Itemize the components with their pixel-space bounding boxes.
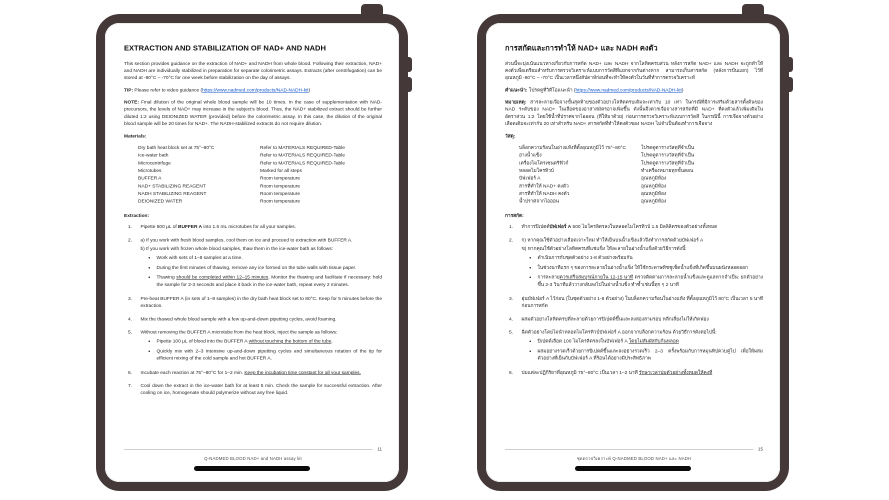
step-text: Mix the thawed whole blood sample with a few up-and-down pipetting cycles, avoid foaming. [140,316,337,322]
material-note: Room temperature [260,198,300,205]
tablet-screen[interactable] [486,23,780,482]
step-bullets [155,338,383,362]
step-number: 7. [128,383,133,389]
step-text: Cool down the extract in the ice-water bath for at least 5 min. Check the sample for successful extraction. After cooling on ice, homogenate should polymerize without any free liquid. [140,383,382,396]
material-row [519,152,763,160]
material-note: Room temperature [260,175,300,182]
material-name: Dry bath heat block set at 75°–80°C [138,145,215,151]
step-number: 6. [128,369,133,376]
material-row [138,175,382,183]
page-number: 11 [377,446,382,452]
volume-up-button [407,57,412,72]
tip-label: คำแนะนำ: [505,87,528,93]
footer-text: Q-NADMED BLOOD NAD+ and NADH assay kit [204,455,302,461]
extraction-steps [509,224,763,378]
volume-down-button [407,77,412,92]
step-row [128,329,382,365]
step-text: Pipette 500 µL of BUFFER A into 1.5 mL microtubes for all your samples. [140,224,297,230]
extraction-steps [128,224,382,399]
step-number: 2. [128,237,133,243]
material-name: BUFFER A [138,175,162,182]
material-note: Room temperature [260,191,300,197]
note-text: Final dilution of the original whole blood sample will be 10 times. In the case of supplementation with NAD-precursors, the levels of NAD+ may increase in the subject's blood. Thus, the NAD+ stabilized extract should be further diluted 1:2 using DEIONIZED WATER (provided) before the colorimetric assay. In this case, the dilution of the original blood sample will be 20 times for NAD+. The NADH-stabilized extracts do not require dilution. [124,99,382,127]
step-text: Pre-heat BUFFER A (in sets of 1–8 samples) in the dry bath heat block set to 80°C. Keep for 5 minutes before the extraction. [140,295,382,309]
material-name: NADH STABILIZING REAGENT [138,191,207,197]
footer-text: ชุดตรวจวิเคราะห์ Q-NADMED BLOOD NAD+ และ NADH [576,455,692,461]
material-note: โปรดดูตารางวัสดุที่จำเป็น [641,152,695,159]
page-footer [124,446,382,462]
footer-line [124,449,372,450]
step-number: 6. [509,369,514,376]
step-row [128,383,382,399]
step-row [128,316,382,325]
material-name: บัฟเฟอร์ A [519,175,541,182]
step-body [141,383,383,399]
volume-up-button [788,57,793,72]
tip-text: Please refer to video guidance ( [133,87,203,93]
step-row [509,295,763,311]
step-text: ฉีดตัวอย่างโดยไม่นำหลอดไมโครทิวบ์บัฟเฟอร์ A ออกจากบล็อกความร้อน ด้วยวิธีการดังต่อไปนี้: [521,329,717,336]
material-row [519,175,763,183]
step-number: 1. [509,224,514,230]
materials-list [519,144,763,205]
material-row [138,198,382,206]
step-row [509,237,763,291]
footer-line [505,449,753,450]
step-body [141,224,383,233]
bullet-item: • ดำเนินการกับชุดตัวอย่าง 1-8 ตัวอย่างพร้อมกัน [536,255,764,262]
material-note: ทำเครื่องหมายทุกขั้นตอน [641,168,694,174]
material-name: Microtubes [138,168,162,174]
material-name: เครื่องไมโครเซนตริฟิวก์ [519,160,569,166]
bullet-item: • Work with sets of 1–8 samples at a time. [155,255,383,262]
bullet-item: • Pipette 100 µL of blood into the BUFFER A without touching the bottom of the tube. [155,338,383,345]
material-note: Refer to MATERIALS REQUIRED-Table [260,160,345,166]
intro-paragraph: ส่วนนี้จะมุ่งเน้นแนวทางเกี่ยวกับการสกัด NAD+ และ NADH จากโลหิตครบส่วน หลังการสกัด NAD+ และ NADH จะถูกทำให้คงตัวเพื่อเตรียมสำหรับการตรวจวิเคราะห์แบบการวัดสีที่แยกจากกันต่างหาก สามารถเก็บสารสกัด (หลังการปั่นแยก) ไว้ที่อุณหภูมิ -80°C – -70°C เป็นเวลาหนึ่งสัปดาห์ก่อนที่จะทำให้คงตัวในวันที่ทำการตรวจวิเคราะห์ [505,60,763,81]
material-name: DEIONIZED WATER [138,198,183,205]
note-label: NOTE: [124,99,139,106]
material-row [519,198,763,206]
note-label: หมายเหตุ: [505,99,527,106]
material-note: อุณหภูมิห้อง [641,175,667,182]
page-number: 15 [757,446,763,452]
material-name: NAD+ STABILIZING REAGENT [138,183,206,189]
step-text: Without removing the BUFFER A microtube from the heat block, inject the sample as follows: [140,329,338,336]
step-number: 3. [509,295,514,302]
material-row [138,167,382,175]
materials-heading: Materials: [124,133,147,139]
tablet-device-left [96,14,408,491]
step-body [522,316,764,325]
material-row [519,190,763,198]
step-row [509,329,763,365]
tablet-device-right [477,14,789,491]
tip-line [124,87,382,94]
page-title: EXTRACTION AND STABILIZATION OF NAD+ AND NADH [124,44,326,53]
material-note: Refer to MATERIALS REQUIRED-Table [260,145,345,151]
tablet-screen[interactable] [105,23,399,482]
material-note: Marked for all steps [260,168,302,174]
step-text: Incubate each reaction at 75°–80°C for 1–2 min. Keep the incubation time constant for all your samples. [140,369,361,376]
step-row [128,224,382,233]
camera-icon [361,4,383,18]
note-paragraph [124,99,382,128]
step-row [128,369,382,378]
step-number: 1. [128,224,133,230]
material-name: อ่างน้ำแข็ง [519,152,542,159]
camera-icon [742,4,764,18]
step-row [509,369,763,378]
step-text: บ่มแต่ละปฏิกิริยาที่อุณหภูมิ 75°–80°C เป็นเวลา 1–2 นาที รักษาเวลาบ่มตัวอย่างทั้งหมดให้คงที่ [521,369,713,376]
intro-paragraph: This section provides guidance on the extraction of NAD+ and NADH from whole blood. Following their extraction, NAD+ and NADH are individually stabilized in preparation for separate colorimetric assays. Extracts (after centrifugation) can be stored at -80°C – -70°C for one week before stabilization on the day of assays. [124,60,382,81]
step-row [509,316,763,325]
document-page-english [105,23,399,482]
material-row [138,190,382,198]
note-paragraph [505,99,763,128]
material-row [519,182,763,190]
document-page-thai [486,23,780,482]
step-bullets [536,338,764,362]
video-guidance-link[interactable]: https://www.nadmed.com/products/NAD-NADH-kit [202,87,309,93]
tip-line [505,87,763,94]
material-row [138,152,382,160]
step-text: อุ่นบัฟเฟอร์ A ไว้ก่อน (ในชุดตัวอย่าง 1-8 ตัวอย่าง) ในบล็อกความร้อนในอ่างแห้ง ที่ตั้งอุณหภูมิไว้ 80°C เป็นเวลา 5 นาทีก่อนการสกัด [521,295,763,309]
material-name: น้ำปราศจากไอออน [519,198,560,205]
step-body [522,295,764,311]
step-number: 4. [509,316,514,322]
step-body [141,369,383,378]
step-body [141,316,383,325]
step-bullets [536,255,764,289]
home-indicator[interactable] [575,466,691,471]
materials-list [138,144,382,205]
page-footer [505,446,763,462]
step-text: b) If you work with frozen whole blood samples, thaw them in the ice-water bath as follows: [140,245,333,252]
step-text: ข) หากคุณใช้ตัวอย่างโลหิตครบที่แช่แข็ง ให้ละลายในอ่างน้ำแข็งด้วยวิธีการดังนี้: [521,245,687,252]
material-note: อุณหภูมิห้อง [641,183,667,189]
material-name: Microcentrifuge [138,160,171,166]
tip-text-close: ) [681,87,684,93]
step-body [522,237,764,291]
step-body [522,369,764,378]
bullet-item: • Quickly mix with 2–3 intensive up-and-down pipetting cycles and simultaneous rotation of the tip for efficient mixing of the cold sample and hot BUFFER A. [155,348,383,362]
step-text: ทำการปิเปตต์บัฟเฟอร์ A 500 ไมโครลิตรลงในหลอดไมโครทิวบ์ 1.5 มิลลิลิตรของตัวอย่างทั้งหมด [521,224,718,230]
material-row [519,144,763,152]
step-number: 5. [128,329,133,336]
video-guidance-link[interactable]: https://www.nadmed.com/products/NAD-NADH-kit [575,87,682,93]
step-text: ผสมตัวอย่างโลหิตครบที่ละลายด้วยการปิเปตต์ขึ้นและลงสองสามรอบ หลีกเลี่ยงไม่ให้เกิดฟอง [521,316,709,322]
tip-text-close: ) [308,87,311,93]
material-name: สารที่ทำให้ NAD+ คงตัว [519,183,569,189]
material-note: อุณหภูมิห้อง [641,191,667,197]
material-row [519,159,763,167]
page-title: การสกัดและการทำให้ NAD+ และ NADH คงตัว [505,44,658,53]
step-body [141,237,383,291]
step-number: 4. [128,316,133,322]
volume-down-button [788,77,793,92]
material-name: สารที่ทำให้ NADH คงตัว [519,191,570,197]
material-name: Ice-water bath [138,152,169,159]
tip-label: TIP: [124,87,134,93]
home-indicator[interactable] [194,466,310,471]
extraction-heading: Extraction: [124,212,150,219]
material-note: Refer to MATERIALS REQUIRED-Table [260,152,345,159]
material-name: หลอดไมโครทิวบ์ [519,168,554,174]
footer-rule [505,446,763,453]
footer-rule [124,446,382,453]
step-number: 5. [509,329,514,336]
material-note: อุณหภูมิห้อง [641,198,667,205]
step-number: 3. [128,295,133,302]
materials-heading: วัสดุ: [505,133,516,139]
tip-text: โปรดดูที่วิดีโอแนะนำ ( [527,87,576,93]
bullet-item: • Thawing should be completed within 12–15 minutes. Monitor the thawing and facilitate if necessary: hold the sample for 2-3 seconds and place it back in the ice-water bath, repeat every 2 minutes. [155,274,383,288]
material-note: Room temperature [260,183,300,189]
step-body [141,295,383,311]
bullet-item: • ปิเปตต์เลือด 100 ไมโครลิตรลงในบัฟเฟอร์ A โดยไม่สัมผัสกับก้นหลอด [536,338,764,345]
note-text: สารละลายเจือจางขั้นสุดท้ายของตัวอย่างโลหิตครบเดิมจะเท่ากับ 10 เท่า ในกรณีที่มีการเสริมด้วยสารตั้งต้นของ NAD ระดับของ NAD+ ในเลือดของอาสาสมัครอาจเพิ่มขึ้น ดังนั้นจึงควรเจือจางสารสกัดที่มี NAD+ ที่คงตัวแล้วเพิ่มเติมในอัตราส่วน 1:2 โดยใช้น้ำที่ปราศจากไอออน (ที่ให้มาด้วย) ก่อนการตรวจวิเคราะห์แบบการวัดสี ในกรณีนี้ การเจือจางตัวอย่างเลือดเดิมจะเท่ากับ 20 เท่าสำหรับ NAD+ สารสกัดที่ทำให้คงตัวของ NADH ไม่จำเป็นต้องทำการเจือจาง [505,99,763,127]
step-body [141,329,383,365]
step-body [522,329,764,365]
extraction-heading: การสกัด: [505,212,524,219]
material-row [519,167,763,175]
step-row [509,224,763,233]
material-row [138,159,382,167]
bullet-item: • ผสมอย่างรวดเร็วด้วยการปิเปตต์ขึ้นและลงอย่างรวดเร็ว 2–3 ครั้งพร้อมกับการหมุนทิปควบคู่ไป เพื่อให้ผสมตัวอย่างที่เย็นกับบัฟเฟอร์ A ที่ร้อนได้อย่างมีประสิทธิภาพ [536,348,764,362]
bullet-item: • การละลายควรเสร็จสมบูรณ์ภายใน 12-15 นาที ตรวจติดตามการละลายน้ำแข็งและดูแลหากจำเป็น: ยกตัวอย่างขึ้น 2-3 วินาทีแล้ววางกลับลงไปในอ่างน้ำแข็ง ทำซ้ำเช่นนี้ทุก ๆ 2 นาที [536,274,764,288]
material-note: โปรดดูตารางวัสดุที่จำเป็น [641,145,695,151]
step-text: ก) หากคุณใช้ตัวอย่างเลือดเจาะใหม่ ทำให้เย็นบนน้ำแข็งแล้วจึงทำการสกัดด้วยบัฟเฟอร์ A [521,237,704,243]
material-row [138,144,382,152]
step-row [128,237,382,291]
bullet-item: • During the first minutes of thawing, remove any ice formed on the tube walls with tissue paper. [155,264,383,271]
step-bullets [155,255,383,289]
step-number: 2. [509,237,514,243]
step-text: a) If you work with fresh blood samples, cool them on ice and proceed to extraction with BUFFER A. [140,237,353,243]
step-body [522,224,764,233]
bullet-item: • ในช่วงนาทีแรก ๆ ของการละลายในอ่างน้ำแข็ง ให้ใช้กระดาษทิชชูเช็ดน้ำแข็งที่เกิดขึ้นบนผนังหลอดออก [536,264,764,271]
material-name: บล็อกความร้อนในอ่างแห้งที่ตั้งอุณหภูมิไว้ 75°–80°C [519,145,626,151]
step-row [128,295,382,311]
material-row [138,182,382,190]
material-note: โปรดดูตารางวัสดุที่จำเป็น [641,160,695,166]
